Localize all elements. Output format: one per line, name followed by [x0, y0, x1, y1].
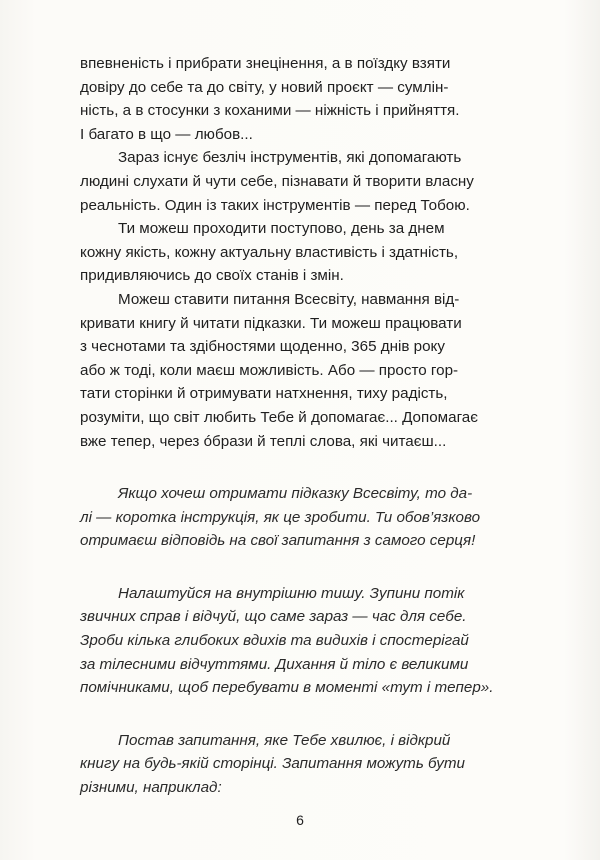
text-line: розуміти, що світ любить Тебе й допомагає... Допомагає [80, 408, 478, 426]
paragraph-5-instruction [80, 482, 542, 553]
text-line: ність, а в стосунки з коханими — ніжність і прийняття. [80, 102, 460, 120]
text-line: за тілесними відчуттями. Дихання й тіло є великими [80, 655, 469, 673]
text-line: звичних справ і відчуй, що саме зараз — час для себе. [80, 608, 467, 626]
text-line: людині слухати й чути себе, пізнавати й творити власну [80, 172, 474, 190]
text-line: впевненість і прибрати знецінення, а в поїздку взяти [80, 55, 451, 72]
paragraph-3 [80, 217, 542, 288]
text-line: Можеш ставити питання Всесвіту, навмання від- [118, 290, 460, 308]
paragraph-7-instruction [80, 729, 542, 800]
paragraph-4 [80, 288, 542, 453]
text-line: з чеснотами та здібностями щоденно, 365 днів року [80, 338, 445, 356]
text-line: помічниками, щоб перебувати в моменті «тут і тепер». [80, 679, 494, 697]
text-line: Ти можеш проходити поступово, день за днем [118, 220, 445, 238]
text-line: Якщо хочеш отримати підказку Всесвіту, то да- [118, 485, 473, 503]
text-line: Зроби кілька глибоких вдихів та видихів і спостерігай [80, 632, 469, 650]
text-line: вже тепер, через óбрази й теплі слова, які читаєш... [80, 432, 447, 450]
paragraph-spacer [80, 700, 542, 729]
text-line: реальність. Один із таких інструментів — перед Тобою. [80, 196, 470, 214]
text-line: різними, наприклад: [80, 779, 222, 797]
text-line: або ж тоді, коли маєш можливість. Або — просто гор- [80, 361, 459, 379]
text-line: тати сторінки й отримувати натхнення, тиху радість, [80, 385, 448, 403]
text-line: І багато в що — любов... [80, 125, 253, 143]
text-line: Постав запитання, яке Тебе хвилює, і відкрий [118, 731, 451, 749]
text-line: кривати книгу й читати підказки. Ти можеш працювати [80, 314, 462, 332]
paragraph-spacer [80, 453, 542, 482]
text-line: довіру до себе та до світу, у новий проєкт — сумлін- [80, 78, 449, 96]
text-line: придивляючись до своїх станів і змін. [80, 267, 344, 285]
text-line: Налаштуйся на внутрішню тишу. Зупини потік [118, 584, 465, 602]
text-line: лі — коротка інструкція, як це зробити. Ти обов’язково [80, 508, 481, 526]
body-text [80, 52, 542, 800]
paragraph-1 [80, 52, 542, 146]
paragraph-spacer [80, 553, 542, 582]
page-number: 6 [296, 812, 304, 828]
text-line: кожну якість, кожну актуальну властивість і здатність, [80, 243, 459, 261]
text-line: Зараз існує безліч інструментів, які допомагають [118, 149, 462, 167]
text-line: книгу на будь-якій сторінці. Запитання можуть бути [80, 755, 465, 773]
paragraph-6-instruction [80, 582, 542, 700]
text-line: отримаєш відповідь на свої запитання з самого серця! [80, 532, 476, 550]
paragraph-2 [80, 146, 542, 217]
